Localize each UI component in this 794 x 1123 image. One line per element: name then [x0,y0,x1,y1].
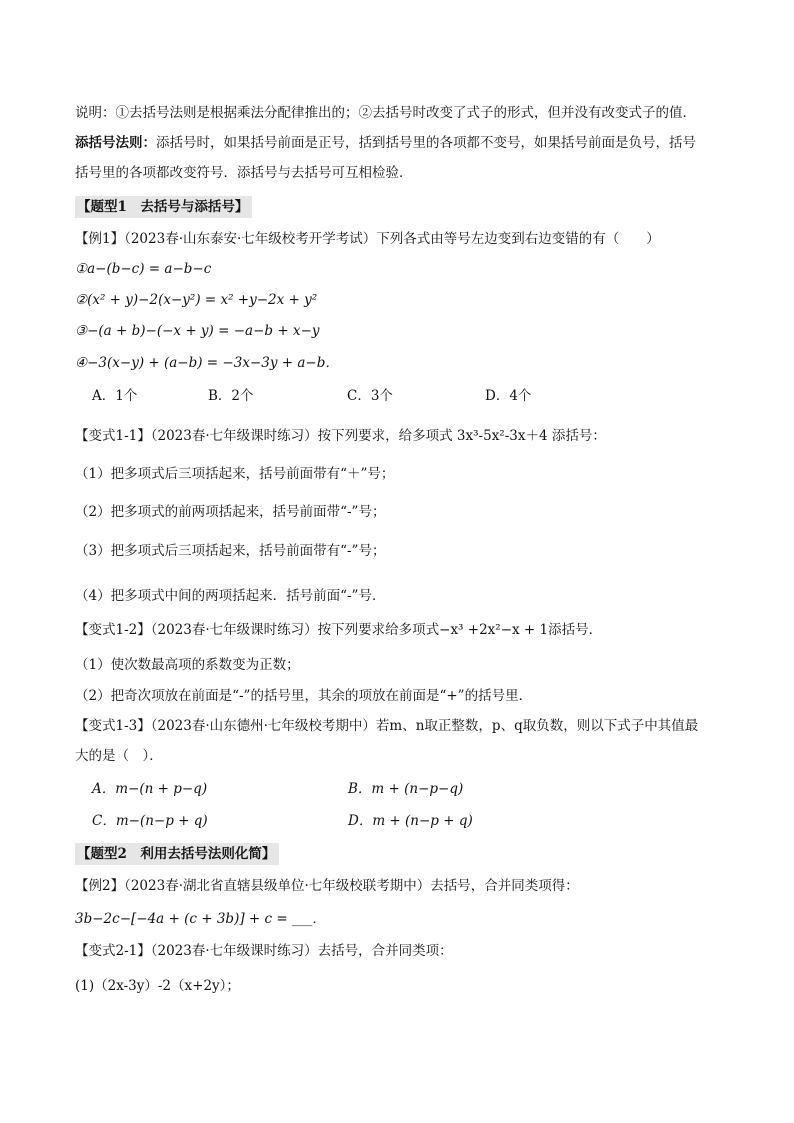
variant-1-1-item-1: （1）把多项式后三项括起来，括号前面带有“＋”号； [75,466,395,482]
add-rule-label: 添括号法则： [75,135,156,151]
variant-1-1-item-3: （3）把多项式后三项括起来，括号前面带有“-”号； [75,543,386,559]
variant-2-1-item-1: (1)（2x-3y）-2（x+2y）； [75,978,240,994]
example-1-option-a: A．1个 [92,388,138,404]
example-1-item-3: ③−(a + b)−(−x + y) = −a−b + x−y [75,323,320,339]
note-line: 说明：①去括号法则是根据乘法分配律推出的；②去括号时改变了式子的形式，但并没有改变式子的值． [75,105,696,121]
topic-1-heading: 【题型1 去括号与添括号】 [75,196,252,218]
variant-1-3-option-b: B．m + (n−p−q) [348,781,464,797]
variant-1-1-item-2: （2）把多项式的前两项括起来，括号前面带“-”号； [75,504,386,520]
example-1-option-c: C．3个 [347,388,393,404]
variant-1-3-option-c: C．m−(n−p + q) [92,813,208,829]
variant-1-3-stem-2: 大的是（ ）． [75,748,163,764]
example-2-expression: 3b−2c−[−4a + (c + 3b)] + c = ___． [75,911,326,927]
variant-2-1-stem: 【变式2-1】（2023春·七年级课时练习）去括号，合并同类项： [75,943,453,959]
example-1-stem: 【例1】（2023春·山东泰安·七年级校考开学考试）下列各式由等号左边变到右边变错的有（ ） [75,231,660,247]
variant-1-1-stem: 【变式1-1】（2023春·七年级课时练习）按下列要求，给多项式 3x³-5x²-3x＋4 添括号： [75,428,606,444]
variant-1-3-option-d: D．m + (n−p + q) [348,813,473,829]
example-1-option-b: B．2个 [208,388,254,404]
example-1-item-2: ②(x² + y)−2(x−y²) = x² +y−2x + y² [75,292,318,308]
example-1-item-1: ①a−(b−c) = a−b−c [75,261,212,277]
variant-1-2-item-1: （1）使次数最高项的系数变为正数； [75,657,300,673]
example-1-option-d: D．4个 [485,388,532,404]
variant-1-2-item-2: （2）把奇次项放在前面是“-”的括号里，其余的项放在前面是“+”的括号里． [75,688,533,704]
variant-1-3-option-a: A．m−(n + p−q) [92,781,208,797]
topic-2-heading: 【题型2 利用去括号法则化简】 [75,843,279,865]
variant-1-2-stem: 【变式1-2】（2023春·七年级课时练习）按下列要求给多项式−x³ +2x²−x + 1添括号． [75,622,603,638]
example-2-stem: 【例2】（2023春·湖北省直辖县级单位·七年级校联考期中）去括号，合并同类项得： [75,878,579,894]
add-rule-line-2: 括号里的各项都改变符号．添括号与去括号可互相检验． [75,165,413,181]
variant-1-3-stem-1: 【变式1-3】（2023春·山东德州·七年级校考期中）若m、n取正整数，p、q取负数，则以下式子中其值最 [75,718,699,734]
variant-1-1-item-4: （4）把多项式中间的两项括起来．括号前面“-”号． [75,588,386,604]
add-rule-text-1: 添括号时，如果括号前面是正号，括到括号里的各项都不变号，如果括号前面是负号，括号 [156,135,696,151]
example-1-item-4: ④−3(x−y) + (a−b) = −3x−3y + a−b． [75,355,339,371]
add-rule-line-1 [75,133,734,153]
